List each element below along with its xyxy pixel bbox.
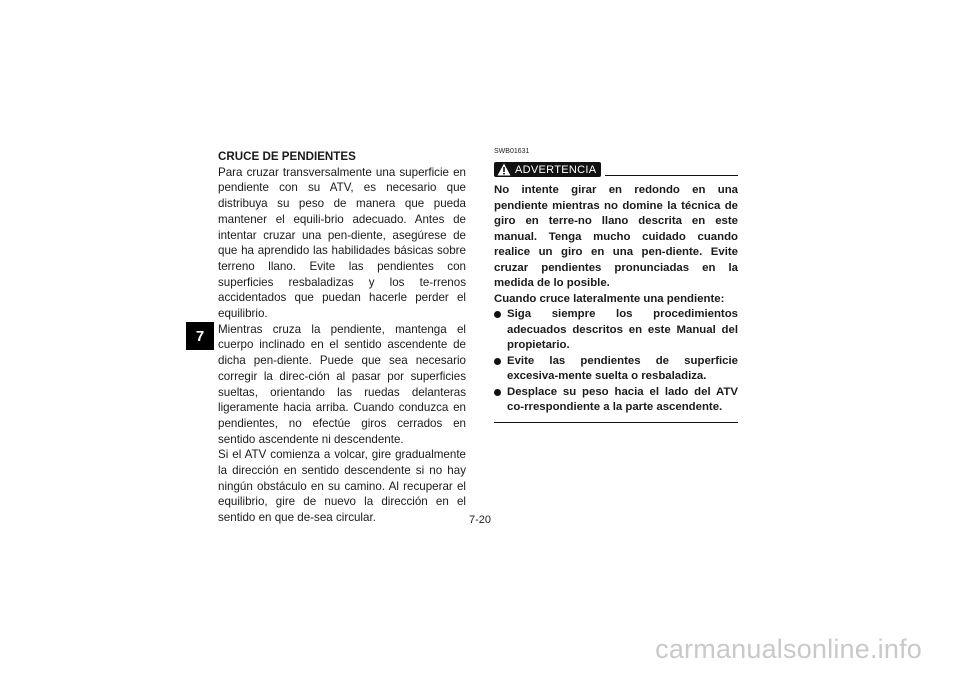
bullet-text: Desplace su peso hacia el lado del ATV co-rrespondiente a la parte ascendente. (507, 385, 738, 413)
page-number: 7-20 (468, 514, 492, 526)
body-paragraph-1: Para cruzar transversalmente una superficie en pendiente con su ATV, es necesario que distribuya su peso de manera que pueda mantener el equili-brio adecuado. Antes de intentar cruzar una pen-diente, asegúrese de que ha aprendido las habilidades básicas sobre terreno llano. Evite las pendientes con superficies resbaladizas y los te-rrenos accidentados que puedan hacerle perder el equilibrio. (218, 165, 466, 321)
watermark: carmanualsonline.info (655, 634, 922, 664)
warning-header-rule (605, 174, 738, 176)
warning-header (494, 157, 738, 177)
bullet-icon (494, 358, 501, 365)
warning-triangle-icon (497, 163, 511, 176)
bullet-text: Siga siempre los procedimientos adecuados descritos en este Manual del propietario. (507, 308, 738, 351)
section-heading: CRUCE DE PENDIENTES (218, 150, 356, 163)
warning-body (494, 183, 738, 423)
warning-list-intro: Cuando cruce lateralmente una pendiente: (494, 292, 725, 305)
warning-code: SWB01631 (494, 148, 530, 155)
bullet-text: Evite las pendientes de superficie excesiva-mente suelta o resbaladiza. (507, 354, 738, 382)
warning-badge (494, 162, 601, 177)
bullet-icon (494, 389, 501, 396)
left-column (218, 149, 466, 526)
chapter-tab (186, 322, 214, 350)
warning-text: No intente girar en redondo en una pendiente mientras no domine la técnica de giro en terre-no llano descrita en este manual. Tenga mucho cuidado cuando realice un giro en una pen-diente. Evite cruzar pendientes pronunciadas en la medida de lo posible. (494, 184, 738, 289)
bullet-icon (494, 311, 501, 318)
warning-label: ADVERTENCIA (515, 163, 597, 176)
chapter-number: 7 (195, 327, 205, 345)
warning-bullet-list (494, 307, 738, 416)
list-item (494, 385, 738, 416)
list-item (494, 354, 738, 385)
list-item (494, 307, 738, 354)
body-paragraph-3: Si el ATV comienza a volcar, gire gradualmente la dirección en sentido descendente si no hay ningún obstáculo en su camino. Al recuperar el equilibrio, gire de nuevo la dirección en el sentido en que de-sea circular. (218, 448, 466, 525)
body-paragraph-2: Mientras cruza la pendiente, mantenga el cuerpo inclinado en el sentido ascendente de dicha pen-diente. Puede que sea necesario corregir la direc-ción al pasar por superficies sueltas, orientando las ruedas delanteras ligeramente hacia arriba. Cuando conduzca en pendientes, no efectúe giros cerrados en sentido ascendente ni descendente. (218, 322, 466, 446)
warning-box (494, 148, 738, 423)
